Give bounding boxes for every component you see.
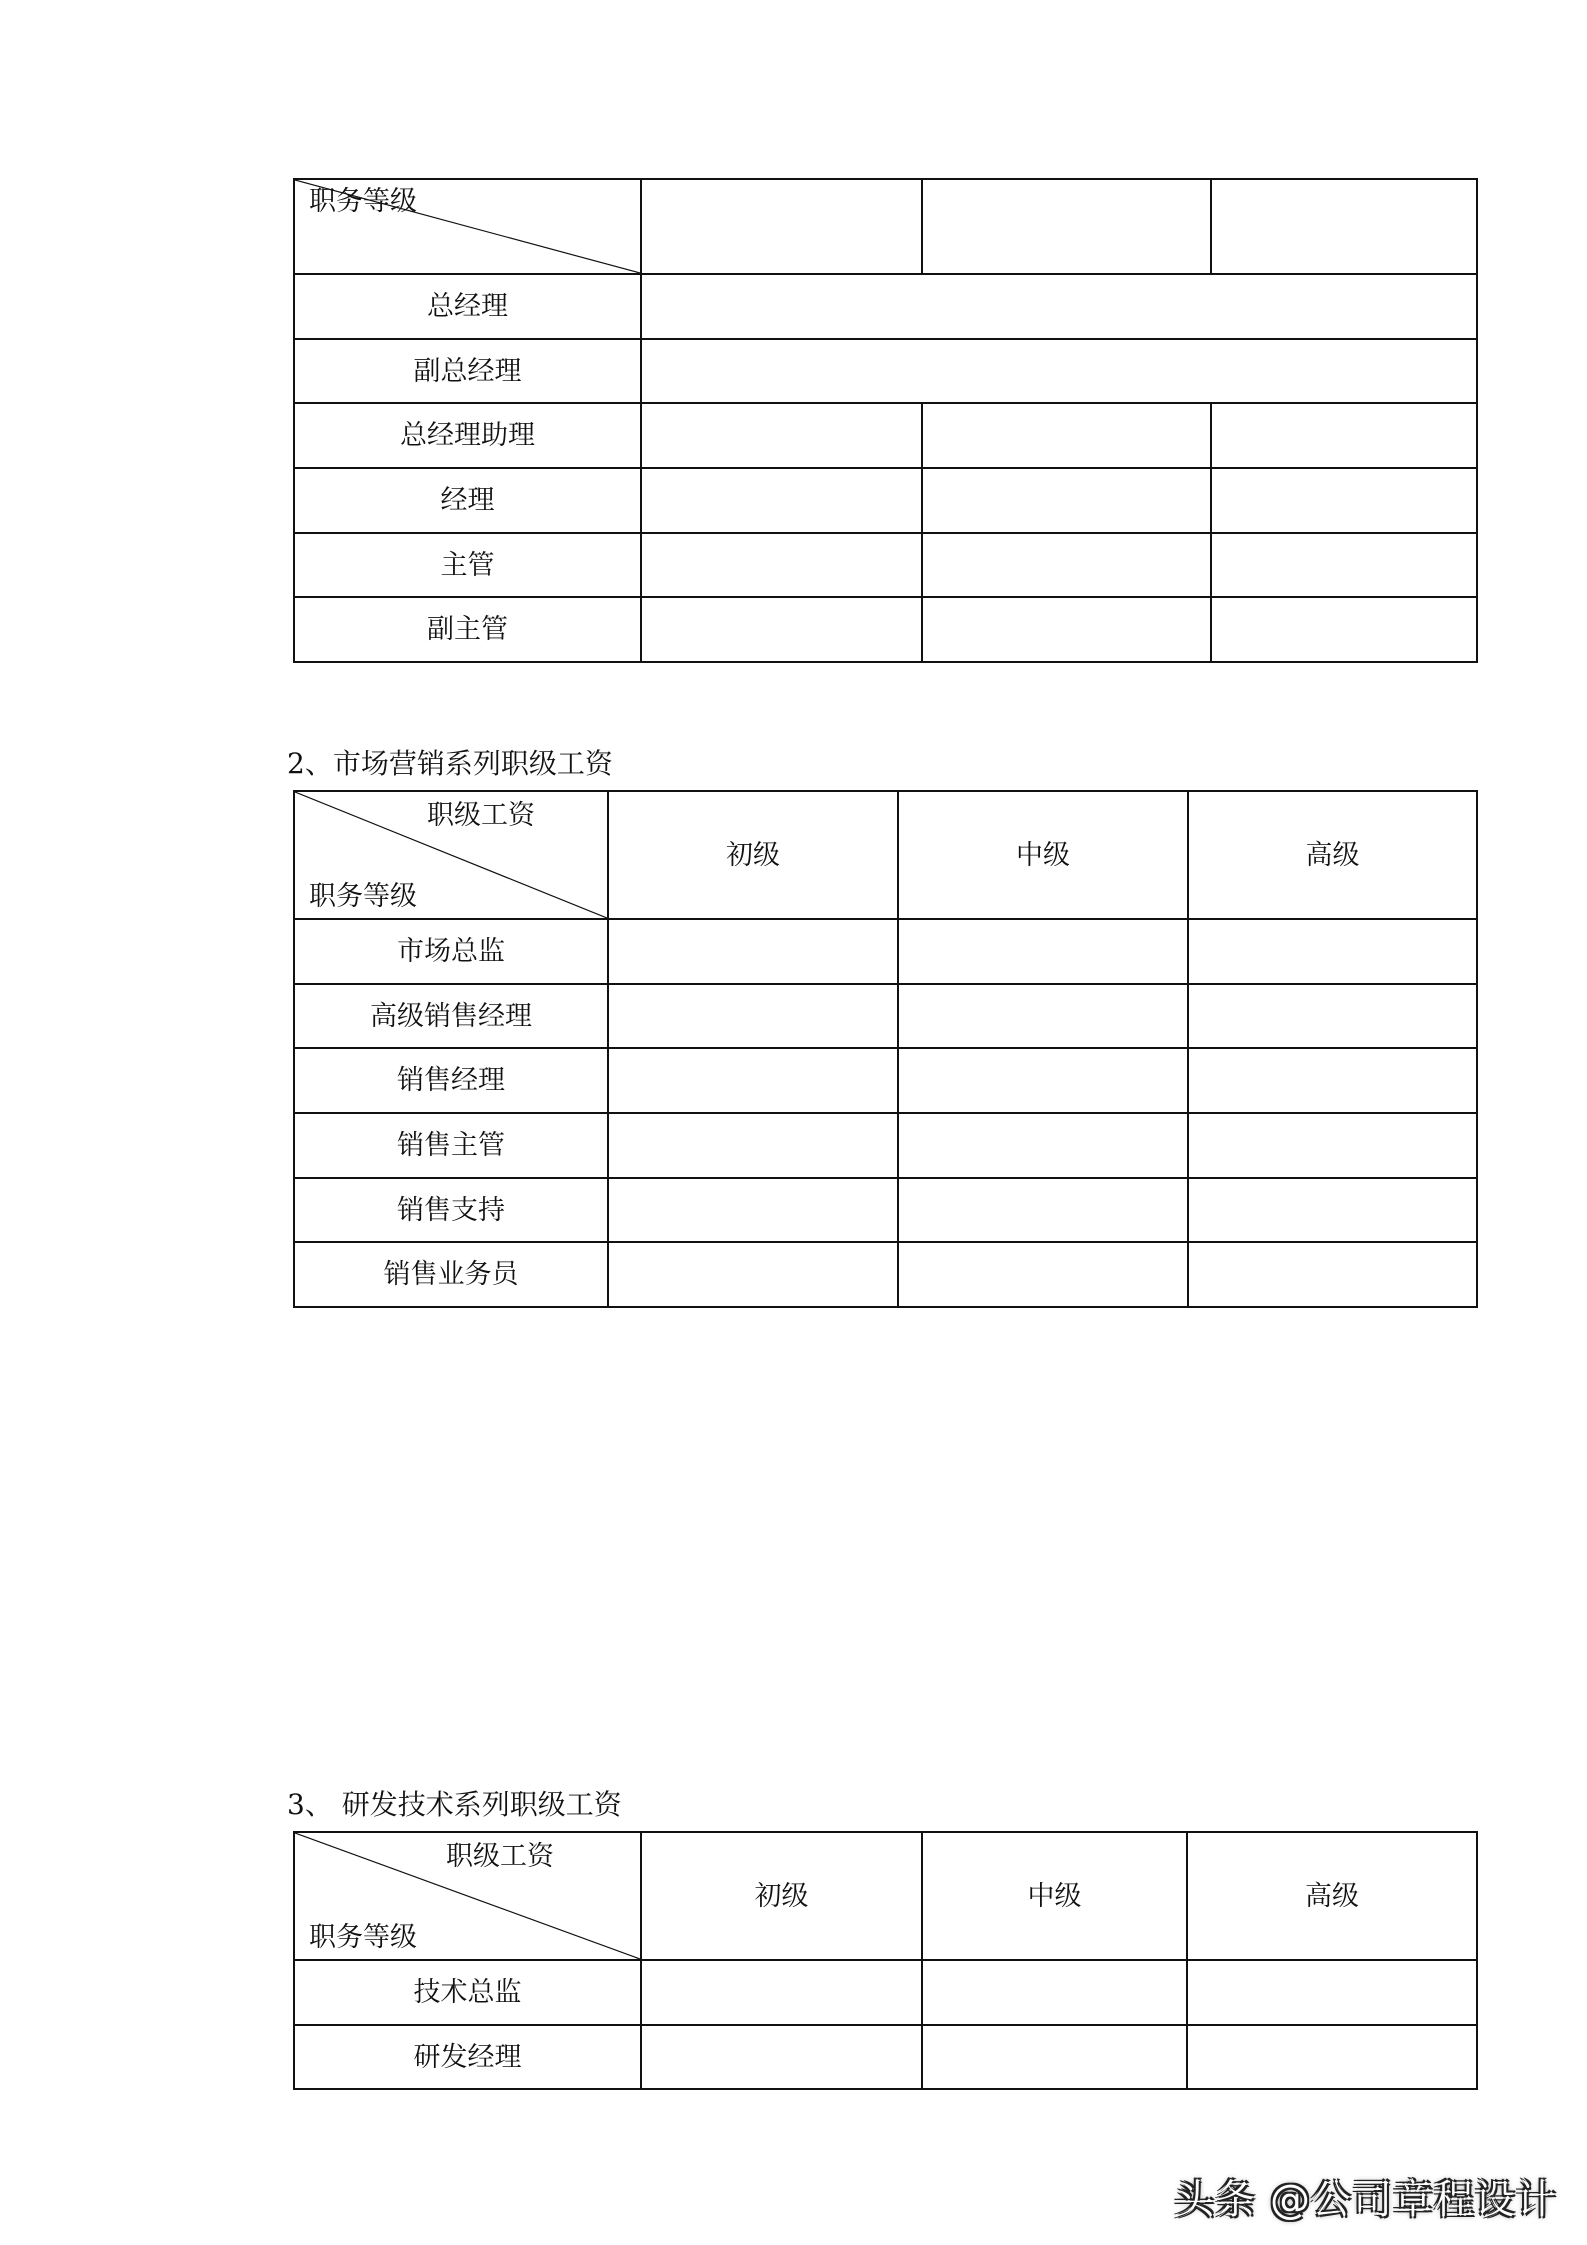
row-label: 销售经理 [294, 1048, 608, 1113]
column-header-intermediate: 中级 [898, 791, 1188, 919]
value-cell [1187, 2025, 1477, 2089]
header-salary-grade: 职级工资 [427, 800, 535, 831]
value-cell [922, 468, 1211, 533]
value-cell [922, 2025, 1187, 2089]
management-salary-table [293, 178, 1478, 663]
value-cell [641, 403, 922, 468]
value-cell [641, 1960, 922, 2025]
value-cell [922, 533, 1211, 597]
value-cell [641, 339, 1477, 403]
value-cell [608, 919, 898, 984]
row-label: 市场总监 [294, 919, 608, 984]
marketing-salary-table [293, 790, 1478, 1308]
value-cell [1188, 1113, 1477, 1178]
value-cell [608, 1113, 898, 1178]
value-cell [922, 597, 1211, 662]
column-header-senior: 高级 [1188, 791, 1477, 919]
value-cell [641, 597, 922, 662]
section-heading-marketing: 2、市场营销系列职级工资 [287, 747, 613, 780]
row-label: 总经理助理 [294, 403, 641, 468]
column-header-intermediate: 中级 [922, 1832, 1187, 1960]
row-label: 主管 [294, 533, 641, 597]
value-cell [898, 1178, 1188, 1242]
row-label: 技术总监 [294, 1960, 641, 2025]
header-position-level: 职务等级 [309, 881, 417, 912]
row-label: 销售支持 [294, 1178, 608, 1242]
value-cell [898, 1113, 1188, 1178]
row-label: 总经理 [294, 274, 641, 339]
header-salary-grade: 职级工资 [446, 1841, 554, 1872]
diagonal-header-cell [294, 791, 608, 919]
value-cell [898, 1242, 1188, 1307]
row-label: 高级销售经理 [294, 984, 608, 1048]
diagonal-header-cell [294, 1832, 641, 1960]
value-cell [608, 1178, 898, 1242]
row-label: 研发经理 [294, 2025, 641, 2089]
value-cell [641, 468, 922, 533]
value-cell [1188, 1178, 1477, 1242]
value-cell [1188, 984, 1477, 1048]
value-cell [898, 1048, 1188, 1113]
value-cell [1187, 1960, 1477, 2025]
header-position-level: 职务等级 [309, 186, 417, 217]
value-cell [608, 1242, 898, 1307]
row-label: 经理 [294, 468, 641, 533]
value-cell [641, 274, 1477, 339]
row-label: 副主管 [294, 597, 641, 662]
row-label: 销售业务员 [294, 1242, 608, 1307]
value-cell [1188, 1242, 1477, 1307]
row-label: 副总经理 [294, 339, 641, 403]
value-cell [1211, 468, 1477, 533]
value-cell [641, 533, 922, 597]
value-cell [1211, 403, 1477, 468]
empty-header-cell [922, 179, 1211, 274]
empty-header-cell [1211, 179, 1477, 274]
column-header-junior: 初级 [641, 1832, 922, 1960]
value-cell [898, 984, 1188, 1048]
value-cell [1211, 597, 1477, 662]
value-cell [922, 403, 1211, 468]
value-cell [1188, 1048, 1477, 1113]
source-watermark: 头条 @公司章程设计 [1174, 2177, 1557, 2223]
value-cell [1211, 533, 1477, 597]
value-cell [898, 919, 1188, 984]
diagonal-header-cell [294, 179, 641, 274]
header-position-level: 职务等级 [309, 1922, 417, 1953]
column-header-senior: 高级 [1187, 1832, 1477, 1960]
rnd-salary-table [293, 1831, 1478, 2090]
section-heading-rnd: 3、 研发技术系列职级工资 [287, 1788, 622, 1821]
value-cell [922, 1960, 1187, 2025]
value-cell [641, 2025, 922, 2089]
value-cell [608, 984, 898, 1048]
row-label: 销售主管 [294, 1113, 608, 1178]
value-cell [1188, 919, 1477, 984]
empty-header-cell [641, 179, 922, 274]
value-cell [608, 1048, 898, 1113]
column-header-junior: 初级 [608, 791, 898, 919]
